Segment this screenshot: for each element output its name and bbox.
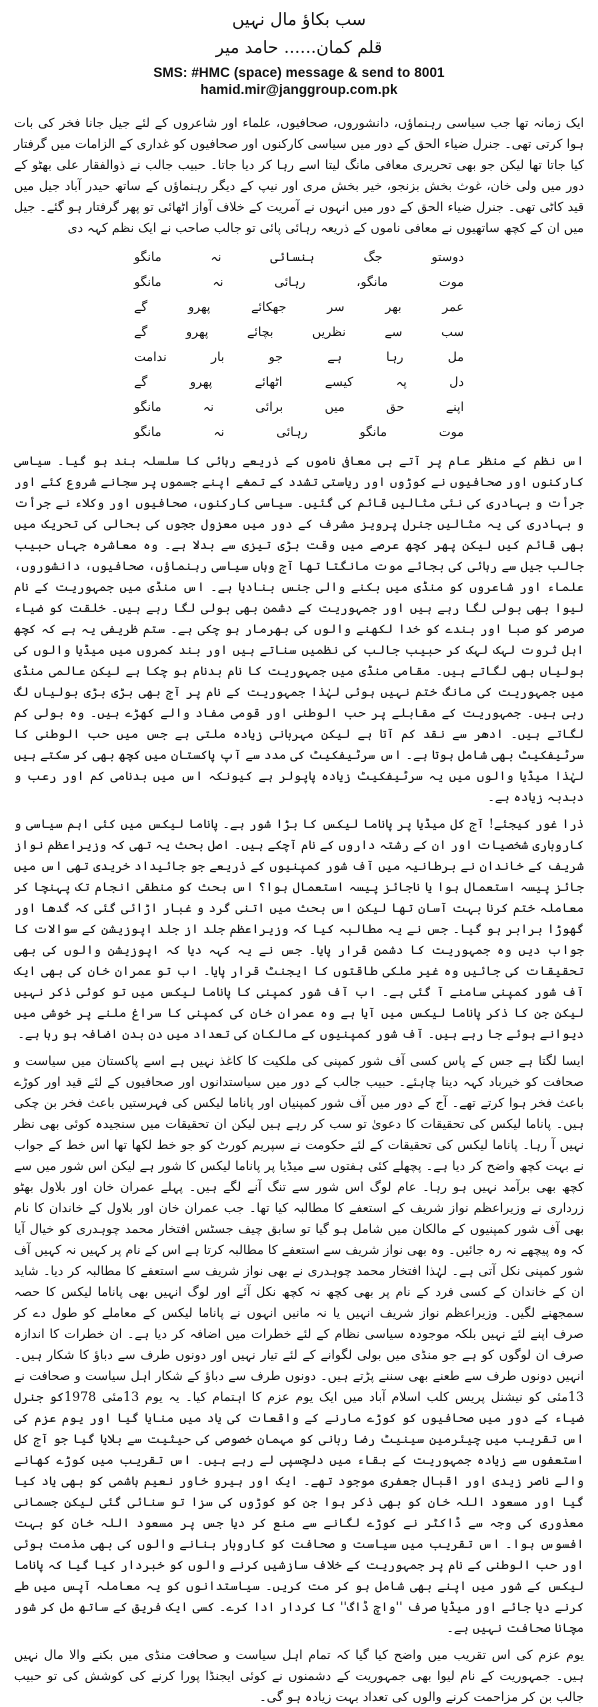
poem-word: رہائی bbox=[276, 424, 308, 439]
poem-word: بھر bbox=[385, 299, 402, 314]
poem-word: حق bbox=[386, 399, 405, 414]
poem-line bbox=[134, 319, 464, 344]
poem-word: برائی bbox=[255, 399, 284, 414]
poem-word: رہائی bbox=[274, 274, 306, 289]
poem-word: ندامت bbox=[134, 349, 167, 364]
paragraph-5: یوم عزم کی اس تقریب میں واضح کیا گیا کہ تمام اہل سیاست و صحافت منڈی میں بکنے والا مال نہیں ہیں۔ جمہوریت کے نام لیوا بھی جمہوریت کے دشمنوں نے کوئی ایجنڈا پورا کرنے کی کوشش کی تو حبیب جالب بن کر مزاحمت کرنے والوں کی تعداد بہت زیادہ ہو گی۔ bbox=[14, 1647, 584, 1704]
poem-word: مانگو bbox=[134, 424, 162, 439]
sms-instruction: SMS: #HMC (space) message & send to 8001 bbox=[153, 65, 445, 80]
poem-word: نہ bbox=[210, 249, 222, 264]
poem-word: میں bbox=[324, 399, 345, 414]
poem-word: دوستو bbox=[431, 249, 464, 264]
poem-word: سب bbox=[441, 324, 464, 339]
poem-word: نہ bbox=[212, 274, 224, 289]
paragraph-3: ذرا غور کیجئے! آج کل میڈیا پر پاناما لیکس کا بڑا شور ہے۔ پاناما لیکس میں کئی اہم سیاسی و کاروباری شخصیات اور ان کے رشتہ داروں کے نام آچکے ہیں۔ اصل بحث یہ تھی کہ وزیراعظم نواز شریف کے خاندان نے برطانیہ میں آف شور کمپنیوں کے ذریعے جو جائیداد خریدی تھی اس میں جائز پیسہ استعمال ہوا یا ناجائز پیسہ استعمال ہوا؟ اس بحث کو منطقی انجام تک پہنچا کر معاملہ ختم کرنا بہت آسان تھا لیکن اس بحث میں اتنی گرد و غبار اڑائی گئی کہ گدھا اور گھوڑا برابر ہو گیا۔ جس نے یہ مطالبہ کیا کہ وزیراعظم جلد از جلد اپوزیشن کے سوالات کا جواب دیں وہ جمہوریت کا دشمن قرار پایا۔ جس نے یہ کہہ دیا کہ اپوزیشن والوں کی بھی تحقیقات کی جائیں وہ غیر ملکی طاقتوں کا ایجنٹ قرار پایا۔ اب تو عمران خان کی بھی ایک آف شور کمپنی سامنے آ گئی ہے۔ اب آف شور کمپنی کا پاناما لیکس میں تو کوئی ذکر نہیں لیکن جن کا ذکر پاناما لیکس میں آیا ہے وہ عمران خان کی کمپنی کا سراغ ملنے پر خوشی میں دیوانے ہوئے جا رہے ہیں۔ آف شور کمپنیوں کے مالکان کی تعداد میں دن بدن اضافہ ہو رہا ہے۔ bbox=[14, 816, 584, 1041]
paragraph-intro: ایک زمانہ تھا جب سیاسی رہنماؤں، دانشوروں، صحافیوں، علماء اور شاعروں کے لئے جیل جانا فخر کی بات ہوا کرتی تھی۔ جنرل ضیاء الحق کے دور میں سیاسی کارکنوں اور صحافیوں کو غداری کے الزامات میں گرفتار کیا جاتا تھا لیکن جو بھی تحریری معافی مانگ لیتا اسے رہا کر دیا جاتا۔ حبیب جالب نے ذوالفقار علی بھٹو کے دور میں ولی خان، غوث بخش بزنجو، خیر بخش مری اور نیپ کے دیگر رہنماؤں کے ساتھ حیدر آباد جیل میں قید کاٹی تھی۔ جنرل ضیاء الحق کے دور میں انہوں نے آمریت کے خلاف آواز اٹھائی تو پھر گرفتار ہو گئے۔ جیل میں ان کے کچھ ساتھیوں نے معافی ناموں کے ذریعہ رہائی پائی تو جالب صاحب نے ایک نظم کہہ دی bbox=[14, 115, 585, 235]
poem-word: جگ bbox=[363, 249, 383, 264]
poem-word: مانگو bbox=[134, 399, 162, 414]
poem-line bbox=[134, 419, 464, 444]
poem-word: مانگو bbox=[134, 274, 162, 289]
poem-word: دل bbox=[449, 374, 464, 389]
poem-word: مانگو، bbox=[356, 274, 389, 289]
column-body bbox=[14, 112, 584, 1707]
paragraph-2: اس نظم کے منظر عام پر آتے ہی معافی ناموں کے ذریعے رہائی کا سلسلہ بند ہو گیا۔ سیاسی کارکنوں اور صحافیوں نے کوڑوں اور ریاستی تشدد کے تمغے اپنے جسموں پر سجانے شروع کئے اور جرأت و بہادری کی نئی مثالیں قائم کی گئیں۔ سیاسی کارکنوں، صحافیوں اور وکلاء نے جرأت و بہادری کی یہ مثالیں جنرل پرویز مشرف کے دور میں معزول ججوں کی بحالی کی تحریک میں بھی قائم کیں لیکن پھر کچھ عرصے میں وقت بڑی تیزی سے بدلا ہے۔ وہ معاشرہ جہاں حبیب جالب جیل سے رہائی کی بجائے موت مانگتا تھا آج وہاں سیاسی رہنماؤں، صحافیوں، دانشوروں، علماء اور شاعروں کو منڈی میں بکنے والی جنس بنادیا ہے۔ اس منڈی میں جمہوریت کے نام لیوا بھی بولی لگا رہے ہیں اور جمہوریت کے دشمن بھی بولی لگا رہے ہیں۔ خلقت کو ضیاء صرصر کو صبا اور بندے کو خدا لکھنے والوں کی بھرمار ہو چکی ہے۔ ستم ظریفی یہ ہے کہ کچھ اہل ثروت لہک لہک کر حبیب جالب کی نظمیں سناتے ہیں اور بند کمروں میں میڈیا والوں کی بولیاں بھی لگاتے ہیں۔ مقامی منڈی میں جمہوریت کا نام بدنام ہو چکا ہے لیکن عالمی منڈی میں جمہوریت کی مانگ ختم نہیں ہوئی لہٰذا جمہوریت کے نام پر آج بھی بڑی بڑی بولیاں لگ رہی ہیں۔ جمہوریت کے مقابلے پر حب الوطنی اور قومی مفاد والے کھڑے ہیں۔ وہ بولی کم لگاتے ہیں۔ ادھر سے نقد کم آتا ہے لیکن مہربانی زیادہ ملتی ہے جس میں حب الوطنی کا سرٹیفکیٹ بھی شامل ہوتا ہے۔ اس سرٹیفکیٹ کی مدد سے آپ پاکستان میں کچھ بھی کر سکتے ہیں لہٰذا میڈیا والوں میں یہ سرٹیفکیٹ زیادہ پاپولر ہے کیونکہ اس میں بدنامی کم اور رعب و دبدبہ زیادہ ہے۔ bbox=[14, 453, 584, 804]
poem-word: مانگو bbox=[134, 249, 162, 264]
poem-word: ہنسائی bbox=[270, 249, 315, 264]
poem-word: رہا bbox=[386, 349, 404, 364]
poem-line bbox=[134, 394, 464, 419]
poem-word: نہ bbox=[202, 399, 214, 414]
column-byline: قلم کمان...... حامد میر bbox=[215, 38, 383, 58]
poem-word: گے bbox=[134, 299, 148, 314]
poem-line bbox=[134, 244, 464, 269]
poem-word: نہ bbox=[213, 424, 225, 439]
poem-word: موت bbox=[438, 274, 464, 289]
poem-word: نظریں bbox=[312, 324, 346, 339]
poem-line bbox=[134, 344, 464, 369]
poem-word: کیسے bbox=[324, 374, 354, 389]
poem-line bbox=[134, 369, 464, 394]
poem-word: پھرو bbox=[189, 374, 213, 389]
poem-word: پھرو bbox=[186, 324, 209, 339]
poem-word: عمر bbox=[442, 299, 464, 314]
paragraph-4: ایسا لگتا ہے جس کے پاس کسی آف شور کمپنی کی ملکیت کا کاغذ نہیں ہے اسے پاکستان میں سیاست و صحافت کو خیرباد کہہ دینا چاہئے۔ حبیب جالب کے دور میں سیاستدانوں اور صحافیوں کے لئے قید اور کوڑے باعث فخر ہوا کرتے تھے۔ آج کے دور میں آف شور کمپنیاں اور پاناما لیکس کی فہرستیں باعث فخر بن چکی ہیں۔ پاناما لیکس کی تحقیقات کا دعویٰ تو سب کر رہے ہیں لیکن ان تحقیقات میں سنجیدہ کوئی بھی نظر نہیں آ رہا۔ پاناما لیکس کی تحقیقات کے لئے حکومت نے سپریم کورٹ کو جو خط لکھا تھا اس خط کے جواب نے بہت کچھ واضح کر دیا ہے۔ پچھلے کئی ہفتوں سے میڈیا پر پاناما لیکس کا شور ہے لیکن اس شور میں سے کچھ بھی برآمد نہیں ہو رہا۔ عام لوگ اس شور سے تنگ آنے لگے ہیں۔ پہلے عمران خان اور بلاول بھٹو زرداری نے وزیراعظم نواز شریف کے استعفے کا مطالبہ کیا تھا۔ جب عمران خان اور بلاول کے خاندان کا نام بھی آف شور کمپنیوں کے مالکان میں شامل ہو گیا تو سابق چیف جسٹس افتخار محمد چوہدری کو خیال آیا کہ وہ پیچھے نہ رہ جائیں۔ وہ بھی نواز شریف سے استعفے کا مطالبہ کرتا ہے اس کے نام پر کہیں نہ کہیں آف شور کمپنی نکل آتی ہے۔ لہٰذا افتخار محمد چوہدری نے بھی نواز شریف سے استعفے کا مطالبہ کر دیا۔ شاید ان کے خاندان کے کسی فرد کے نام پر بھی کچھ نہ کچھ نکل آئے اور لوگ انہیں بھی پاناما لیکس کا حصہ سمجھنے لگیں۔ وزیراعظم نواز شریف انہیں یا نہ مانیں انہوں نے پاناما لیکس کے معاملے کو طول دے کر صرف اپنے لئے نہیں بلکہ موجودہ سیاسی نظام کے لئے خطرات میں اضافہ کر دیا ہے۔ ان خطرات کا اندازہ صرف ان لوگوں کو ہے جو منڈی میں بولی لگوانے کے لئے تیار نہیں اور دونوں طرف سے دباؤ کا شکار ہیں۔ انہیں دونوں طرف سے طعنے بھی سننے پڑتے ہیں۔ دونوں طرف سے دباؤ کے شکار اہل سیاست و صحافت نے 13مئی کو نیشنل پریس کلب اسلام آباد میں ایک یوم عزم کا اہتمام کیا۔ یہ یوم 13مئی 1978کو جنرل ضیاء کے دور میں صحافیوں کو کوڑے مارنے کے واقعات کی یاد میں منایا گیا اور یوم عزم کی اس تقریب میں چیئرمین سینیٹ رضا ربانی کو مہمان خصوصی کی حیثیت سے بلایا گیا جو آج کل استعفوں سے زیادہ جمہوریت کے بقاء میں دلچسپی لے رہے ہیں۔ اس تقریب میں کوڑے کھانے والے ناصر زیدی اور اقبال جعفری موجود تھے۔ ایک اور ہیرو خاور نعیم ہاشمی کو بھی یاد کیا گیا اور مسعود اللہ خان کو بھی ذکر ہوا جن کو کوڑوں کی سزا تو سنائی گئی لیکن جسمانی معذوری کی وجہ سے ڈاکٹر نے کوڑے لگانے سے منع کر دیا جس پر مسعود اللہ خان کو بہت افسوس ہوا۔ اس تقریب میں سیاست و صحافت کو کاروبار بنانے والوں کی بھی مذمت ہوئی اور حب الوطنی کے نام پر جمہوریت کے خلاف سازشیں کرنے والوں کو خبردار کیا گیا کہ پاناما لیکس کے شور میں اپنے بھی شامل ہو کر مت کریں۔ سیاستدانوں کو یہ معاملہ آپس میں طے کرنے دیا جائے اور میڈیا صرف ''واچ ڈاگ'' کا کردار ادا کرے۔ کسی ایک فریق کے ساتھ مل کر شور مچانا صحافت نہیں ہے۔ bbox=[14, 1053, 584, 1635]
poem-word: مل bbox=[447, 349, 464, 364]
poem-line bbox=[134, 294, 464, 319]
author-email: hamid.mir@janggroup.com.pk bbox=[200, 82, 398, 97]
poem-word: جھکائے bbox=[251, 299, 287, 314]
column-title: سب بکاؤ مال نہیں bbox=[231, 10, 367, 30]
poem-word: سے bbox=[384, 324, 403, 339]
poem-line bbox=[134, 269, 464, 294]
poem-word: گے bbox=[134, 374, 148, 389]
poem-word: اپنے bbox=[445, 399, 464, 414]
poem-word: گے bbox=[134, 324, 148, 339]
column-header bbox=[14, 8, 584, 98]
poem-word: موت bbox=[438, 424, 464, 439]
poem-word: سر bbox=[327, 299, 345, 314]
poem-word: بچائے bbox=[247, 324, 274, 339]
poem-word: پہ bbox=[395, 374, 407, 389]
poem-word: بار bbox=[211, 349, 225, 364]
poem-word: پھرو bbox=[188, 299, 211, 314]
poem-word: اٹھائے bbox=[254, 374, 283, 389]
poem-word: جو bbox=[268, 349, 283, 364]
poem-word: ہے bbox=[327, 349, 342, 364]
poem bbox=[134, 244, 464, 444]
poem-word: مانگو bbox=[359, 424, 387, 439]
